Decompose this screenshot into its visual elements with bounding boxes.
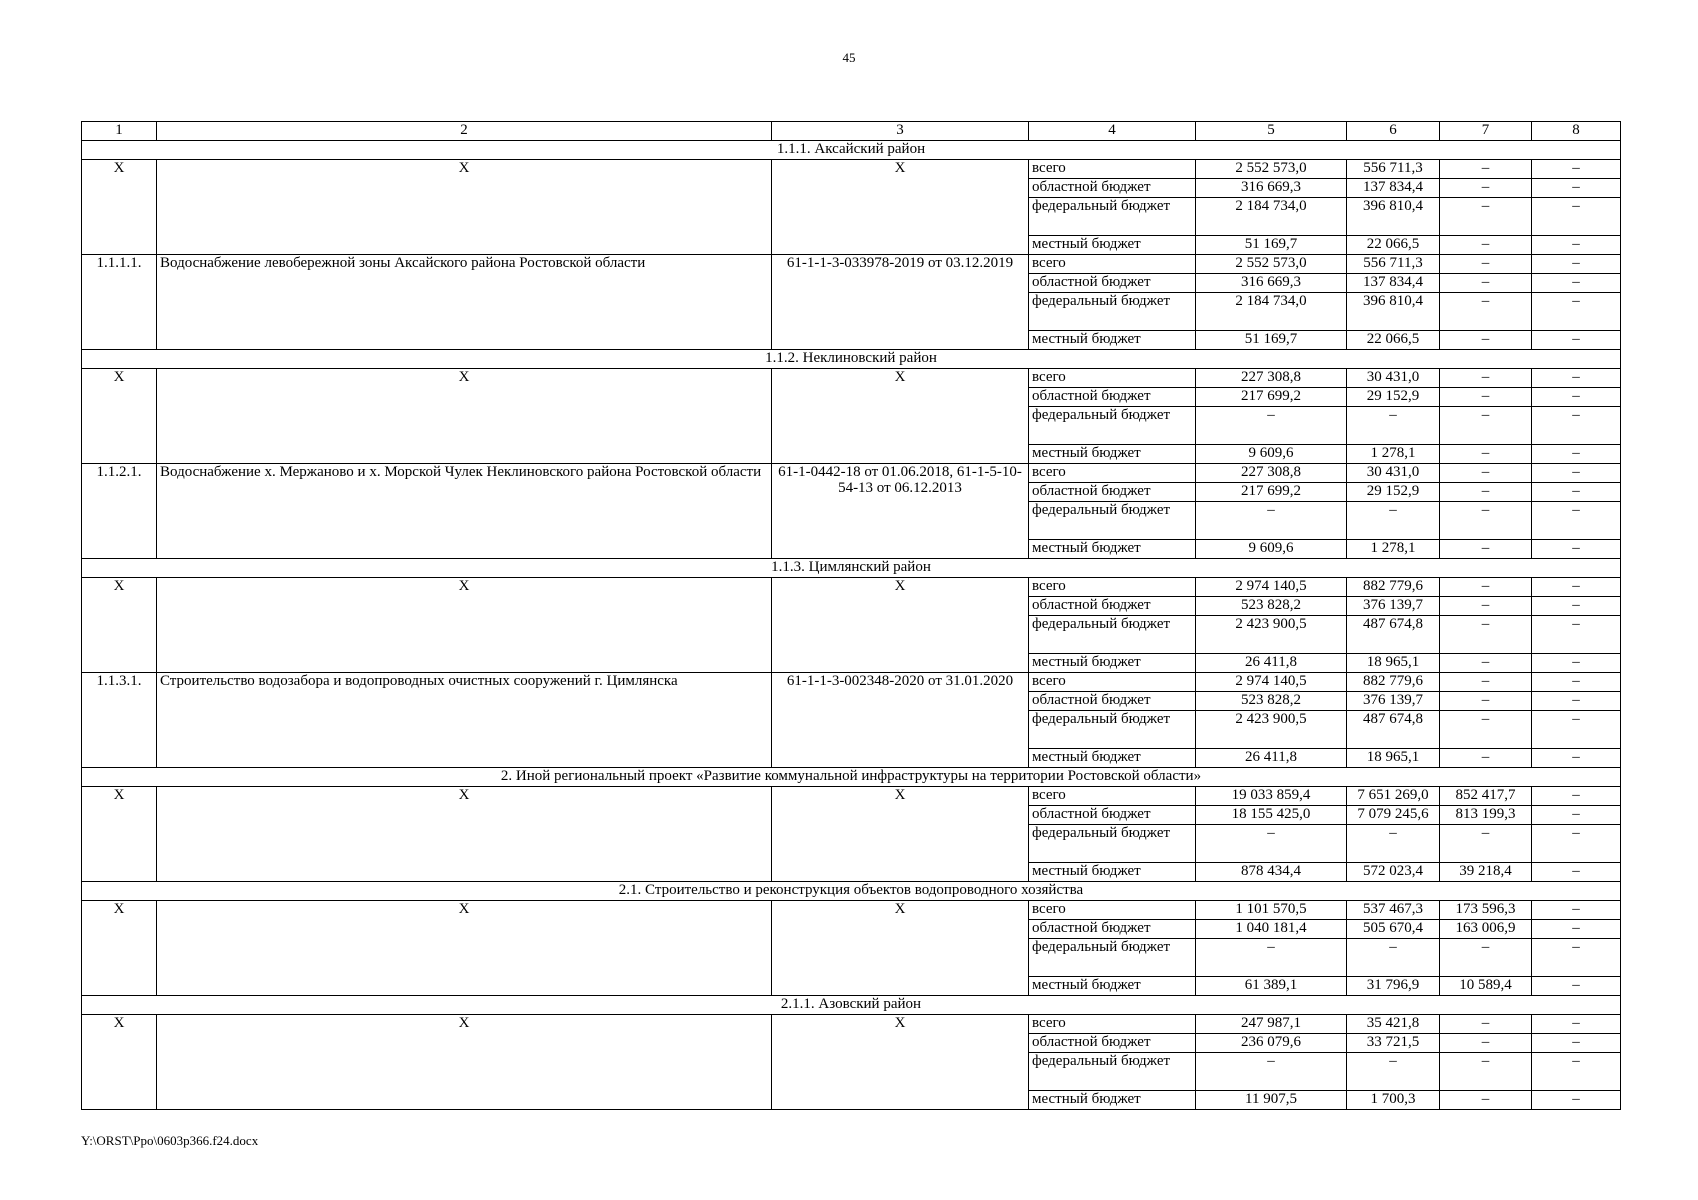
value-col6: 22 066,5: [1347, 236, 1440, 255]
value-col6: 33 721,5: [1347, 1034, 1440, 1053]
table-row: [82, 1015, 1621, 1034]
section-title: 2.1.1. Азовский район: [82, 996, 1621, 1015]
value-col5: 51 169,7: [1196, 236, 1347, 255]
value-col8: –: [1532, 1015, 1621, 1034]
item-name: Х: [157, 1015, 772, 1110]
value-col5: 2 552 573,0: [1196, 255, 1347, 274]
document-reference: Х: [772, 578, 1029, 673]
document-reference: 61-1-1-3-033978-2019 от 03.12.2019: [772, 255, 1029, 350]
value-col8: –: [1532, 179, 1621, 198]
value-col7: –: [1440, 654, 1532, 673]
value-col7: –: [1440, 274, 1532, 293]
item-number: Х: [82, 787, 157, 882]
value-col5: 19 033 859,4: [1196, 787, 1347, 806]
value-col6: –: [1347, 825, 1440, 863]
value-col6: 22 066,5: [1347, 331, 1440, 350]
funding-source: областной бюджет: [1029, 597, 1196, 616]
funding-source: областной бюджет: [1029, 806, 1196, 825]
table-row: [82, 464, 1621, 483]
section-row: [82, 350, 1621, 369]
value-col8: –: [1532, 1091, 1621, 1110]
section-row: [82, 141, 1621, 160]
value-col6: –: [1347, 1053, 1440, 1091]
value-col7: –: [1440, 293, 1532, 331]
item-number: Х: [82, 901, 157, 996]
value-col8: –: [1532, 616, 1621, 654]
funding-source: федеральный бюджет: [1029, 1053, 1196, 1091]
funding-source: областной бюджет: [1029, 920, 1196, 939]
value-col6: 35 421,8: [1347, 1015, 1440, 1034]
value-col6: 537 467,3: [1347, 901, 1440, 920]
value-col8: –: [1532, 445, 1621, 464]
value-col5: 316 669,3: [1196, 274, 1347, 293]
section-row: [82, 768, 1621, 787]
value-col8: –: [1532, 540, 1621, 559]
value-col5: 2 184 734,0: [1196, 198, 1347, 236]
value-col5: 227 308,8: [1196, 464, 1347, 483]
value-col6: 376 139,7: [1347, 692, 1440, 711]
funding-source: областной бюджет: [1029, 483, 1196, 502]
value-col6: 396 810,4: [1347, 198, 1440, 236]
value-col8: –: [1532, 787, 1621, 806]
value-col8: –: [1532, 483, 1621, 502]
value-col6: 376 139,7: [1347, 597, 1440, 616]
value-col7: –: [1440, 673, 1532, 692]
funding-source: областной бюджет: [1029, 1034, 1196, 1053]
value-col7: –: [1440, 445, 1532, 464]
value-col6: 30 431,0: [1347, 369, 1440, 388]
funding-source: местный бюджет: [1029, 977, 1196, 996]
value-col5: 217 699,2: [1196, 388, 1347, 407]
value-col6: 1 278,1: [1347, 540, 1440, 559]
funding-source: всего: [1029, 1015, 1196, 1034]
item-name: Строительство водозабора и водопроводных очистных сооружений г. Цимлянска: [157, 673, 772, 768]
value-col8: –: [1532, 255, 1621, 274]
funding-source: всего: [1029, 673, 1196, 692]
value-col8: –: [1532, 160, 1621, 179]
value-col7: –: [1440, 1034, 1532, 1053]
table-row: [82, 787, 1621, 806]
value-col5: 2 974 140,5: [1196, 673, 1347, 692]
column-header: 4: [1029, 122, 1196, 141]
item-name: Водоснабжение х. Мержаново и х. Морской Чулек Неклиновского района Ростовской области: [157, 464, 772, 559]
funding-source: федеральный бюджет: [1029, 502, 1196, 540]
document-reference: Х: [772, 369, 1029, 464]
value-col7: –: [1440, 502, 1532, 540]
value-col8: –: [1532, 806, 1621, 825]
value-col6: 137 834,4: [1347, 179, 1440, 198]
value-col8: –: [1532, 863, 1621, 882]
document-reference: 61-1-0442-18 от 01.06.2018, 61-1-5-10-54-13 от 06.12.2013: [772, 464, 1029, 559]
table-row: [82, 578, 1621, 597]
value-col7: –: [1440, 692, 1532, 711]
footer-file-path: Y:\ORST\Ppo\0603p366.f24.docx: [81, 1133, 259, 1148]
column-header: 8: [1532, 122, 1621, 141]
funding-source: местный бюджет: [1029, 1091, 1196, 1110]
value-col8: –: [1532, 369, 1621, 388]
value-col8: –: [1532, 711, 1621, 749]
document-reference: Х: [772, 160, 1029, 255]
value-col5: 2 423 900,5: [1196, 711, 1347, 749]
value-col7: –: [1440, 578, 1532, 597]
value-col8: –: [1532, 939, 1621, 977]
item-name: Х: [157, 901, 772, 996]
value-col7: –: [1440, 1053, 1532, 1091]
value-col7: –: [1440, 540, 1532, 559]
section-title: 1.1.1. Аксайский район: [82, 141, 1621, 160]
funding-source: областной бюджет: [1029, 388, 1196, 407]
column-header-row: [82, 122, 1621, 141]
value-col6: 396 810,4: [1347, 293, 1440, 331]
funding-source: всего: [1029, 255, 1196, 274]
value-col8: –: [1532, 673, 1621, 692]
funding-source: областной бюджет: [1029, 692, 1196, 711]
value-col6: 572 023,4: [1347, 863, 1440, 882]
value-col5: 523 828,2: [1196, 597, 1347, 616]
value-col8: –: [1532, 388, 1621, 407]
table-row: [82, 673, 1621, 692]
funding-source: федеральный бюджет: [1029, 198, 1196, 236]
funding-source: местный бюджет: [1029, 540, 1196, 559]
value-col8: –: [1532, 654, 1621, 673]
item-number: Х: [82, 578, 157, 673]
value-col7: –: [1440, 597, 1532, 616]
item-number: 1.1.3.1.: [82, 673, 157, 768]
value-col7: –: [1440, 464, 1532, 483]
value-col8: –: [1532, 464, 1621, 483]
value-col5: 18 155 425,0: [1196, 806, 1347, 825]
value-col6: 556 711,3: [1347, 160, 1440, 179]
value-col6: 1 700,3: [1347, 1091, 1440, 1110]
item-name: Х: [157, 787, 772, 882]
funding-source: областной бюджет: [1029, 274, 1196, 293]
value-col8: –: [1532, 236, 1621, 255]
value-col8: –: [1532, 502, 1621, 540]
funding-source: местный бюджет: [1029, 749, 1196, 768]
value-col5: –: [1196, 1053, 1347, 1091]
value-col5: 2 423 900,5: [1196, 616, 1347, 654]
funding-source: федеральный бюджет: [1029, 293, 1196, 331]
document-reference: Х: [772, 1015, 1029, 1110]
funding-source: федеральный бюджет: [1029, 825, 1196, 863]
funding-source: федеральный бюджет: [1029, 939, 1196, 977]
value-col7: –: [1440, 236, 1532, 255]
section-title: 1.1.2. Неклиновский район: [82, 350, 1621, 369]
funding-source: местный бюджет: [1029, 331, 1196, 350]
value-col6: 882 779,6: [1347, 673, 1440, 692]
item-number: Х: [82, 369, 157, 464]
value-col5: 2 974 140,5: [1196, 578, 1347, 597]
value-col5: 217 699,2: [1196, 483, 1347, 502]
value-col6: –: [1347, 939, 1440, 977]
funding-source: всего: [1029, 901, 1196, 920]
value-col7: 39 218,4: [1440, 863, 1532, 882]
value-col6: 505 670,4: [1347, 920, 1440, 939]
value-col6: 137 834,4: [1347, 274, 1440, 293]
value-col7: 852 417,7: [1440, 787, 1532, 806]
table-row: [82, 255, 1621, 274]
value-col5: 316 669,3: [1196, 179, 1347, 198]
funding-source: местный бюджет: [1029, 236, 1196, 255]
column-header: 2: [157, 122, 772, 141]
value-col8: –: [1532, 597, 1621, 616]
value-col7: –: [1440, 939, 1532, 977]
value-col6: 1 278,1: [1347, 445, 1440, 464]
funding-source: федеральный бюджет: [1029, 616, 1196, 654]
value-col8: –: [1532, 274, 1621, 293]
value-col7: 813 199,3: [1440, 806, 1532, 825]
item-number: Х: [82, 1015, 157, 1110]
table-row: [82, 160, 1621, 179]
section-row: [82, 559, 1621, 578]
value-col8: –: [1532, 407, 1621, 445]
value-col5: 236 079,6: [1196, 1034, 1347, 1053]
value-col6: 7 651 269,0: [1347, 787, 1440, 806]
value-col5: –: [1196, 407, 1347, 445]
value-col8: –: [1532, 293, 1621, 331]
value-col5: –: [1196, 825, 1347, 863]
value-col8: –: [1532, 331, 1621, 350]
value-col7: –: [1440, 483, 1532, 502]
value-col5: 2 184 734,0: [1196, 293, 1347, 331]
item-name: Водоснабжение левобережной зоны Аксайского района Ростовской области: [157, 255, 772, 350]
value-col6: 30 431,0: [1347, 464, 1440, 483]
value-col6: 18 965,1: [1347, 654, 1440, 673]
value-col6: 487 674,8: [1347, 711, 1440, 749]
value-col7: 163 006,9: [1440, 920, 1532, 939]
value-col5: 523 828,2: [1196, 692, 1347, 711]
value-col5: 11 907,5: [1196, 1091, 1347, 1110]
value-col7: –: [1440, 749, 1532, 768]
value-col5: 26 411,8: [1196, 654, 1347, 673]
value-col7: –: [1440, 198, 1532, 236]
funding-source: всего: [1029, 578, 1196, 597]
value-col7: –: [1440, 825, 1532, 863]
value-col7: 173 596,3: [1440, 901, 1532, 920]
value-col6: –: [1347, 407, 1440, 445]
budget-table: [81, 121, 1621, 1110]
value-col7: –: [1440, 160, 1532, 179]
value-col7: –: [1440, 369, 1532, 388]
value-col7: –: [1440, 388, 1532, 407]
document-reference: 61-1-1-3-002348-2020 от 31.01.2020: [772, 673, 1029, 768]
value-col7: –: [1440, 407, 1532, 445]
value-col5: 51 169,7: [1196, 331, 1347, 350]
column-header: 6: [1347, 122, 1440, 141]
value-col7: –: [1440, 1091, 1532, 1110]
funding-source: федеральный бюджет: [1029, 711, 1196, 749]
value-col5: 878 434,4: [1196, 863, 1347, 882]
column-header: 7: [1440, 122, 1532, 141]
value-col6: 29 152,9: [1347, 388, 1440, 407]
value-col6: 29 152,9: [1347, 483, 1440, 502]
value-col5: 227 308,8: [1196, 369, 1347, 388]
section-row: [82, 996, 1621, 1015]
value-col7: –: [1440, 255, 1532, 274]
item-number: Х: [82, 160, 157, 255]
value-col5: –: [1196, 939, 1347, 977]
section-title: 2. Иной региональный проект «Развитие коммунальной инфраструктуры на территории Ростовской области»: [82, 768, 1621, 787]
funding-source: всего: [1029, 787, 1196, 806]
value-col6: 18 965,1: [1347, 749, 1440, 768]
value-col6: 556 711,3: [1347, 255, 1440, 274]
value-col5: 9 609,6: [1196, 540, 1347, 559]
page-number: 45: [842, 50, 856, 65]
column-header: 1: [82, 122, 157, 141]
value-col7: –: [1440, 179, 1532, 198]
item-name: Х: [157, 578, 772, 673]
value-col5: 1 101 570,5: [1196, 901, 1347, 920]
section-row: [82, 882, 1621, 901]
column-header: 5: [1196, 122, 1347, 141]
funding-source: местный бюджет: [1029, 654, 1196, 673]
funding-source: местный бюджет: [1029, 445, 1196, 464]
value-col8: –: [1532, 692, 1621, 711]
value-col6: 7 079 245,6: [1347, 806, 1440, 825]
value-col7: 10 589,4: [1440, 977, 1532, 996]
value-col5: 1 040 181,4: [1196, 920, 1347, 939]
value-col5: –: [1196, 502, 1347, 540]
section-title: 2.1. Строительство и реконструкция объектов водопроводного хозяйства: [82, 882, 1621, 901]
funding-source: всего: [1029, 369, 1196, 388]
document-reference: Х: [772, 901, 1029, 996]
column-header: 3: [772, 122, 1029, 141]
value-col8: –: [1532, 920, 1621, 939]
value-col8: –: [1532, 901, 1621, 920]
value-col5: 61 389,1: [1196, 977, 1347, 996]
item-number: 1.1.1.1.: [82, 255, 157, 350]
value-col8: –: [1532, 1034, 1621, 1053]
value-col6: 487 674,8: [1347, 616, 1440, 654]
value-col8: –: [1532, 1053, 1621, 1091]
value-col8: –: [1532, 578, 1621, 597]
table-row: [82, 901, 1621, 920]
value-col6: –: [1347, 502, 1440, 540]
value-col8: –: [1532, 977, 1621, 996]
item-number: 1.1.2.1.: [82, 464, 157, 559]
value-col7: –: [1440, 711, 1532, 749]
value-col8: –: [1532, 198, 1621, 236]
document-reference: Х: [772, 787, 1029, 882]
value-col6: 882 779,6: [1347, 578, 1440, 597]
value-col5: 247 987,1: [1196, 1015, 1347, 1034]
value-col8: –: [1532, 749, 1621, 768]
funding-source: федеральный бюджет: [1029, 407, 1196, 445]
funding-source: всего: [1029, 464, 1196, 483]
value-col5: 9 609,6: [1196, 445, 1347, 464]
item-name: Х: [157, 369, 772, 464]
value-col7: –: [1440, 331, 1532, 350]
value-col5: 2 552 573,0: [1196, 160, 1347, 179]
funding-source: местный бюджет: [1029, 863, 1196, 882]
value-col6: 31 796,9: [1347, 977, 1440, 996]
table-row: [82, 369, 1621, 388]
funding-source: всего: [1029, 160, 1196, 179]
funding-source: областной бюджет: [1029, 179, 1196, 198]
value-col7: –: [1440, 1015, 1532, 1034]
value-col5: 26 411,8: [1196, 749, 1347, 768]
value-col7: –: [1440, 616, 1532, 654]
item-name: Х: [157, 160, 772, 255]
section-title: 1.1.3. Цимлянский район: [82, 559, 1621, 578]
value-col8: –: [1532, 825, 1621, 863]
